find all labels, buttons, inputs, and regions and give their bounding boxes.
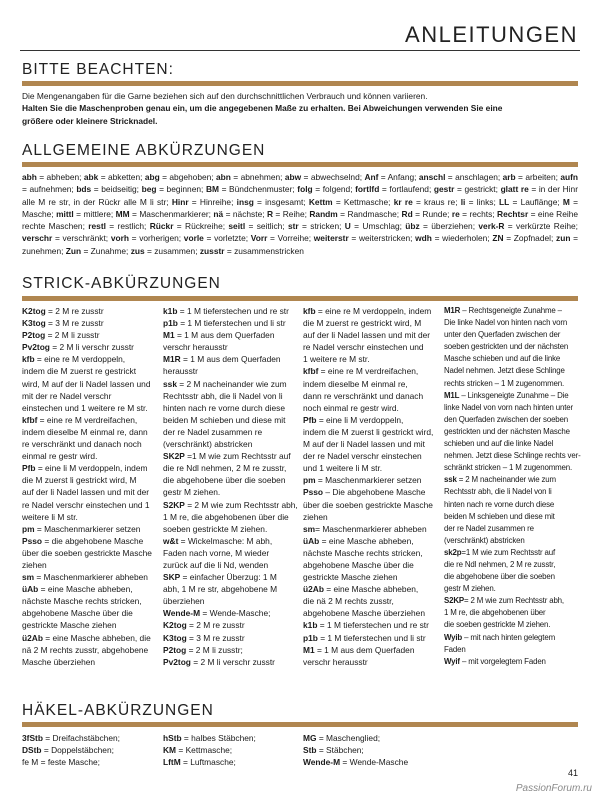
abbrev-entry: Rückr = Rückreihe;	[149, 221, 229, 232]
abbrev-line: einmal re gestr wird.	[22, 451, 98, 462]
abbrev-line: DStb = Doppelstäbchen;	[22, 745, 114, 756]
abbrev-entry: mittl = mittlere;	[56, 208, 116, 219]
abbrev-line: S2KP = 2 M wie zum Rechtsstr abh,	[163, 499, 298, 510]
section-title-strick: STRICK-ABKÜRZUNGEN	[22, 275, 221, 292]
section-title-allgemein: ALLGEMEINE ABKÜRZUNGEN	[22, 142, 266, 159]
abbrev-line: kfbf = eine re M verdreifachen,	[22, 414, 138, 425]
abbrev-line: Rechtsstr abh, die li Nadel von li	[163, 390, 283, 401]
watermark: PassionForum.ru	[515, 783, 592, 794]
abbrev-entry: Randm = Randmasche;	[309, 208, 402, 219]
abbrev-line: M1 = 1 M aus dem Querfaden	[163, 330, 275, 341]
abbrev-line: Pv2tog = 2 M li verschr zusstr	[22, 342, 134, 353]
abbrev-line: re Nadel verschr einstechen und 1	[22, 499, 150, 510]
abbrev-line: beiden M schieben und diese mit	[163, 414, 286, 425]
abbrev-line: Psso = die abgehobene Masche	[22, 535, 144, 546]
abbrev-line: re verschränkt und danach noch	[22, 439, 142, 450]
abbrev-line: M1R – Rechtsgeneigte Zunahme –	[444, 306, 562, 315]
abbrev-line: hStb = halbes Stäbchen;	[163, 733, 256, 743]
abbrev-line: k1b = 1 M tieferstechen und re str	[163, 306, 289, 316]
abbrev-line: abgehobene Masche über die	[22, 608, 133, 619]
abbrev-line: re Nadel verschr einstechen und	[303, 342, 424, 353]
abbrev-entry: U = Umschlag;	[344, 221, 406, 232]
abbrev-line: k1b = 1 M tieferstechen und re str	[303, 620, 429, 631]
abbrev-line: Wyib – mit nach hinten gelegtem	[444, 632, 555, 642]
abbrev-line: die re Ndl nehmen, 2 M re zusstr,	[444, 559, 556, 569]
abbrev-line: abh, 1 M re str, abgehobene M	[163, 584, 278, 595]
beachten-line-1: Die Mengenangaben für die Garne beziehen sich auf den durchschnittlichen Verbrauch und können variieren.	[22, 91, 428, 101]
abbrev-entry: seitl = seitlich;	[228, 221, 288, 232]
haekel-column-1	[22, 732, 120, 769]
abbrev-line: verschr herausstr	[163, 342, 228, 353]
abbrev-entry: restl = restlich;	[88, 221, 150, 232]
abbrev-entry: abw = abwechselnd;	[284, 172, 365, 182]
abbrev-line: (verschränkt) abstricken	[163, 439, 253, 450]
abbrev-line: die abgehobene über die soeben	[163, 475, 286, 486]
abbrev-line: ssk = 2 M nacheinander wie zum	[163, 378, 287, 389]
section-bar-haekel	[22, 722, 578, 727]
abbrev-entry: str = stricken;	[287, 221, 345, 232]
abbrev-line: auf der li Nadel lassen und mit der	[22, 487, 150, 498]
abbrev-line: S2KP= 2 M wie zum Rechtsstr abh,	[444, 596, 564, 606]
abbrev-line: Pv2tog = 2 M li verschr zusstr	[163, 656, 275, 667]
abbrev-entry: abn = abnehmen;	[216, 172, 285, 182]
abbrev-line: KM = Kettmasche;	[163, 745, 233, 756]
abbrev-entry: bds = beidseitig;	[76, 184, 142, 195]
section-bar-allgemein	[22, 162, 578, 167]
abbrev-entry: M = Masche;	[22, 196, 578, 219]
abbrev-line: Rechtsstr abh, die li Nadel von li	[444, 487, 552, 497]
abbrev-line: die soeben gestrickte M ziehen.	[444, 620, 551, 630]
abbrev-line: fe M = feste Masche;	[22, 757, 100, 768]
abbrev-entry: Anf = Anfang;	[364, 172, 419, 182]
abbrev-line: Pfb = eine li M verdoppeln, indem	[22, 463, 148, 474]
abbrev-entry: anschl = anschlagen;	[418, 172, 503, 182]
abbrev-line: Faden	[444, 644, 466, 654]
abbrev-line: die nä 2 M rechts zusstr,	[303, 596, 394, 607]
abbrev-line: sk2p=1 M wie zum Rechtsstr auf	[444, 547, 556, 557]
strick-column-3	[303, 305, 438, 668]
abbrev-line: LftM = Luftmasche;	[163, 757, 236, 768]
abbrev-line: weitere li M str.	[22, 511, 78, 522]
abbrev-entry: nä = nächste;	[213, 208, 267, 219]
abbrev-line: die re Ndl nehmen, 2 M re zusstr,	[163, 463, 287, 474]
abbrev-line: 3fStb = Dreifachstäbchen;	[22, 733, 120, 743]
abbrev-line: auf der li Nadel lassen und mit der	[303, 330, 431, 341]
abbrev-entry: fortlfd = fortlaufend;	[355, 184, 434, 195]
abbrev-line: wird, M auf der li Nadel lassen und	[22, 378, 151, 389]
abbrev-entry: Vorr = Vorreihe;	[250, 233, 314, 244]
header-rule	[20, 50, 580, 51]
abbrev-entry: abh = abheben;	[22, 172, 84, 182]
abbrev-line: schränkt stricken – 1 M zugenommen.	[444, 463, 573, 473]
beachten-line-2: Halten Sie die Maschenproben genau ein, um die angegebenen Maße zu erhalten. Bei Abweichungen verwenden Sie eine	[22, 103, 503, 114]
strick-column-4	[444, 305, 580, 668]
beachten-line-3: größere oder kleinere Stricknadel.	[22, 115, 158, 126]
abbrev-line: w&t = Wickelmasche: M abh,	[163, 535, 273, 546]
abbrev-line: kfb = eine re M verdoppeln,	[22, 354, 126, 365]
abbrev-entry: zusstr = zusammenstricken	[199, 245, 304, 256]
abbrev-entry: R = Reihe;	[266, 208, 310, 219]
abbrev-line: K3tog = 3 M re zusstr	[22, 318, 104, 329]
abbrev-line: SK2P =1 M wie zum Rechtsstr auf	[163, 451, 291, 462]
abbrev-entry: MM = Maschenmarkierer;	[115, 208, 214, 219]
abbrev-line: sm= Maschenmarkierer abheben	[303, 523, 427, 534]
abbrev-line: p1b = 1 M tieferstechen und li str	[163, 318, 286, 329]
abbrev-entry: arb = arbeiten;	[502, 172, 561, 182]
section-title-haekel: HÄKEL-ABKÜRZUNGEN	[22, 702, 214, 719]
abbrev-line: P2tog = 2 M li zusstr	[22, 330, 100, 341]
abbrev-line: 1 M re, die abgehobenen über	[444, 608, 546, 618]
abbrev-line: ü2Ab = eine Masche abheben,	[303, 584, 419, 595]
abbrev-entry: folg = folgend;	[297, 184, 356, 195]
abbrev-line: Psso – Die abgehobene Masche	[303, 487, 426, 498]
strick-column-2	[163, 305, 298, 668]
abbrev-entry: Rd = Runde;	[401, 208, 452, 219]
abbrev-line: P2tog = 2 M li zusstr;	[163, 644, 243, 655]
abbrev-line: M1R = 1 M aus dem Querfaden	[163, 354, 281, 365]
abbrev-line: pm = Maschenmarkierer setzen	[22, 523, 141, 534]
abbrev-line: Masche überziehen	[22, 656, 96, 667]
abbrev-line: über die soeben gestrickte Masche	[303, 499, 433, 510]
abbrev-line: verschr herausstr	[303, 656, 368, 667]
abbrev-entry: Kettm = Kettmasche;	[308, 196, 394, 207]
abbrev-line: kfbf = eine re M verdreifachen,	[303, 366, 419, 377]
abbrev-entry: li = links;	[460, 196, 500, 207]
abbrev-line: indem dieselbe M einmal re, dann	[22, 426, 148, 437]
abbrev-line: rechts stricken – 1 M zugenommen.	[444, 378, 565, 388]
abbrev-entry: abg = abgehoben;	[144, 172, 217, 182]
abbrev-line: gestr M ziehen.	[163, 487, 221, 498]
allgemein-text	[22, 171, 578, 257]
abbrev-line: p1b = 1 M tieferstechen und li str	[303, 632, 426, 643]
abbrev-line: Wyif – mit vorgelegtem Faden	[444, 656, 546, 666]
abbrev-line: nehmen. Jetzt diese Schlinge rechts ver-	[444, 451, 581, 461]
abbrev-line: M1L – Linksgeneigte Zunahme – Die	[444, 390, 569, 400]
abbrev-line: indem dieselbe M einmal re,	[303, 378, 408, 389]
abbrev-line: ü2Ab = eine Masche abheben, die	[22, 632, 151, 643]
abbrev-entry: weiterstr = weiterstricken;	[313, 233, 416, 244]
abbrev-line: der re Nadel verschr einstechen	[303, 451, 422, 462]
abbrev-line: nä 2 M rechts zusstr, abgehobene	[22, 644, 149, 655]
abbrev-line: SKP = einfacher Überzug: 1 M	[163, 572, 277, 583]
abbrev-entry: kr re = kraus re;	[393, 196, 461, 207]
abbrev-entry: aufn = aufnehmen;	[22, 172, 578, 195]
abbrev-line: soeben gestrickte M ziehen.	[163, 523, 268, 534]
abbrev-entry: Zun = Zunahme;	[65, 245, 131, 256]
abbrev-line: ssk = 2 M nacheinander wie zum	[444, 475, 556, 485]
abbrev-line: pm = Maschenmarkierer setzen	[303, 475, 422, 486]
abbrev-entry: abk = abketten;	[83, 172, 145, 182]
abbrev-line: üAb = eine Masche abheben,	[303, 535, 414, 546]
abbrev-line: unter den Querfaden zwischen der	[444, 330, 561, 340]
abbrev-entry: zus = zusammen;	[130, 245, 200, 256]
abbrev-line: mit der re Nadel verschr	[22, 390, 112, 401]
abbrev-entry: vorle = vorletzte;	[183, 233, 251, 244]
abbrev-line: linke Nadel von vorn nach hinten unter	[444, 402, 573, 412]
abbrev-line: ziehen	[22, 559, 47, 570]
abbrev-line: (verschränkt) abstricken	[444, 535, 525, 545]
abbrev-line: Nadel nehmen. Jetzt diese Schlinge	[444, 366, 565, 376]
abbrev-line: beiden M schieben und diese mit	[444, 511, 555, 521]
abbrev-line: einstechen und 1 weitere re M str.	[22, 402, 148, 413]
abbrev-line: indem die M zuerst li gestrickt wird,	[303, 426, 434, 437]
abbrev-entry: Rechtsr = eine Reihe rechte Maschen;	[22, 208, 579, 232]
abbrev-line: nächste Masche rechts stricken,	[303, 547, 423, 558]
abbrev-line: üAb = eine Masche abheben,	[22, 584, 133, 595]
abbrev-line: herausstr	[163, 366, 198, 377]
abbrev-entry: vorh = vorherigen;	[110, 233, 184, 244]
abbrev-line: abgehobene Masche über die	[303, 559, 414, 570]
abbrev-line: und 1 weitere li M str.	[303, 463, 383, 474]
abbrev-line: Wende-M = Wende-Masche;	[163, 608, 271, 619]
abbrev-entry: wdh = wiederholen;	[415, 233, 493, 244]
abbrev-line: die abgehobene über die soeben	[444, 572, 555, 582]
abbrev-entry: BM = Bündchenmuster;	[205, 184, 298, 195]
abbrev-line: K2tog = 2 M re zusstr	[163, 620, 245, 631]
abbrev-line: Masche schieben und auf die linke	[444, 354, 561, 364]
abbrev-line: 1 M re, die abgehobenen über die	[163, 511, 289, 522]
abbrev-line: der re Nadel zusammen re	[444, 523, 534, 533]
haekel-column-3	[303, 732, 408, 769]
abbrev-entry: zun = zunehmen;	[22, 233, 579, 256]
abbrev-entry: re = rechts;	[451, 208, 498, 219]
abbrev-entry: gestr = gestrickt;	[433, 184, 501, 195]
abbrev-line: schieben und auf die linke Nadel	[444, 439, 554, 449]
abbrev-line: dann re verschränkt und danach	[303, 390, 424, 401]
section-bar-strick	[22, 296, 578, 301]
section-bar-beachten	[22, 81, 578, 86]
abbrev-line: hinten nach re vorne durch diese	[163, 402, 285, 413]
abbrev-line: M1 = 1 M aus dem Querfaden	[303, 644, 415, 655]
abbrev-line: M auf der li Nadel lassen und mit	[303, 439, 425, 450]
abbrev-line: K3tog = 3 M re zusstr	[163, 632, 245, 643]
section-title-beachten: BITTE BEACHTEN:	[22, 61, 174, 78]
strick-column-1	[22, 305, 152, 668]
abbrev-entry: ZN = Zopfnadel;	[492, 233, 557, 244]
abbrev-line: MG = Maschenglied;	[303, 733, 381, 743]
abbrev-line: K2tog = 2 M re zusstr	[22, 306, 104, 316]
abbrev-line: Stb = Stäbchen;	[303, 745, 364, 756]
abbrev-entry: verschr = verschränkt;	[22, 233, 111, 244]
page-number: 41	[567, 768, 578, 778]
abbrev-line: nächste Masche rechts stricken,	[22, 596, 142, 607]
abbrev-line: noch einmal re gestr wird.	[303, 402, 399, 413]
abbrev-line: Wende-M = Wende-Masche	[303, 757, 409, 768]
abbrev-line: 1 weitere re M str.	[303, 354, 370, 365]
haekel-column-2	[163, 732, 256, 769]
abbrev-entry: insg = insgesamt;	[236, 196, 309, 207]
abbrev-line: Faden nach vorne, M wieder	[163, 547, 270, 558]
beachten-text	[22, 90, 578, 127]
abbrev-entry: LL = Lauflänge;	[499, 196, 563, 207]
abbrev-line: Die linke Nadel von hinten nach vorn	[444, 318, 568, 328]
abbrev-entry: glatt re = in der Hinr alle M re str, in der Rückr alle M li str;	[22, 184, 578, 207]
abbrev-entry: übz = überziehen;	[405, 221, 479, 232]
abbrev-line: zurück auf die li Nd, wenden	[163, 559, 269, 570]
abbrev-line: abgehobene Masche überziehen	[303, 608, 425, 619]
abbrev-line: hinten nach re vorne durch diese	[444, 499, 555, 509]
abbrev-line: kfb = eine re M verdoppeln, indem	[303, 306, 432, 316]
page-header-title: ANLEITUNGEN	[405, 22, 578, 47]
abbrev-line: gestrickte Masche ziehen	[22, 620, 117, 631]
abbrev-line: soeben gestrickten und der nächsten	[444, 342, 569, 352]
abbrev-line: gestrickte Masche ziehen	[303, 572, 398, 583]
abbrev-line: gestrickten und der nächsten Masche	[444, 426, 570, 436]
abbrev-line: über die soeben gestrickte Masche	[22, 547, 152, 558]
abbrev-line: überziehen	[163, 596, 205, 607]
abbrev-line: der re Nadel zusammen re	[163, 426, 263, 437]
abbrev-entry: verk-R = verkürzte Reihe;	[478, 221, 578, 232]
abbrev-line: indem die M zuerst re gestrickt	[22, 366, 137, 377]
abbrev-line: Pfb = eine li M verdoppeln,	[303, 414, 404, 425]
abbrev-line: den Querfaden zwischen der soeben	[444, 414, 569, 424]
abbrev-line: die M zuerst re gestrickt wird, M	[303, 318, 422, 329]
abbrev-line: ziehen	[303, 511, 328, 522]
abbrev-entry: Hinr = Hinreihe;	[171, 196, 237, 207]
abbrev-line: die M zuerst li gestrickt wird, M	[22, 475, 137, 486]
abbrev-entry: beg = beginnen;	[141, 184, 206, 195]
abbrev-line: sm = Maschenmarkierer abheben	[22, 572, 148, 583]
abbrev-line: gestr M ziehen.	[444, 584, 496, 594]
